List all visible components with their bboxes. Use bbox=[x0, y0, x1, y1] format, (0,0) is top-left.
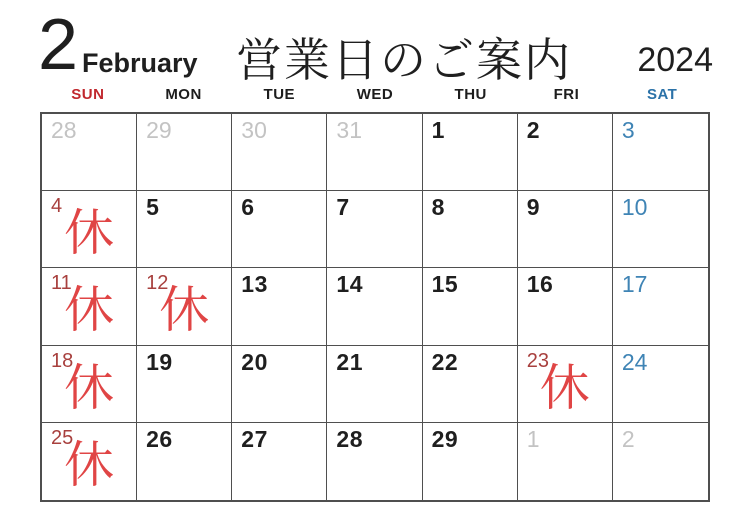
weekday-label-sun: SUN bbox=[71, 86, 105, 103]
date-number: 19 bbox=[146, 348, 173, 375]
calendar-cell bbox=[327, 268, 422, 345]
closed-mark: 休 bbox=[539, 359, 590, 416]
calendar-cell bbox=[518, 114, 613, 191]
weekday-label-wed: WED bbox=[356, 86, 394, 103]
weekday-row bbox=[40, 86, 710, 103]
calendar-cell bbox=[232, 423, 327, 500]
closed-mark: 休 bbox=[64, 282, 115, 339]
calendar-cell bbox=[42, 423, 137, 500]
date-number: 21 bbox=[336, 348, 364, 375]
weekday-label-fri: FRI bbox=[553, 86, 580, 103]
calendar-cell bbox=[613, 268, 708, 345]
date-number: 20 bbox=[241, 348, 268, 375]
year-label: 2024 bbox=[637, 41, 713, 79]
calendar-cell bbox=[42, 114, 137, 191]
date-number: 29 bbox=[431, 425, 459, 452]
calendar-cell bbox=[42, 346, 137, 423]
closed-mark: 休 bbox=[64, 205, 115, 262]
calendar-cell bbox=[423, 268, 518, 345]
calendar-cell bbox=[327, 346, 422, 423]
calendar-cell bbox=[137, 423, 232, 500]
calendar-cell bbox=[613, 191, 708, 268]
date-number: 22 bbox=[431, 348, 459, 375]
date-number: 28 bbox=[51, 117, 77, 143]
date-number: 14 bbox=[336, 271, 364, 298]
date-number: 26 bbox=[146, 425, 173, 452]
date-number: 9 bbox=[526, 194, 540, 221]
date-number: 10 bbox=[621, 194, 648, 221]
calendar-cell bbox=[518, 423, 613, 500]
date-number: 25 bbox=[51, 426, 74, 449]
month-number: 2 bbox=[38, 5, 77, 85]
date-number: 23 bbox=[526, 349, 549, 372]
calendar-cell bbox=[613, 423, 708, 500]
calendar-cell bbox=[232, 114, 327, 191]
calendar-cell bbox=[327, 191, 422, 268]
calendar-grid bbox=[40, 112, 710, 502]
closed-mark: 休 bbox=[64, 359, 115, 416]
calendar-cell bbox=[42, 268, 137, 345]
calendar-cell bbox=[518, 191, 613, 268]
closed-mark: 休 bbox=[64, 436, 115, 493]
date-number: 4 bbox=[51, 195, 63, 218]
calendar-cell bbox=[423, 191, 518, 268]
closed-mark: 休 bbox=[159, 282, 210, 339]
calendar-cell bbox=[232, 191, 327, 268]
date-number: 29 bbox=[146, 117, 172, 143]
calendar-cell bbox=[137, 268, 232, 345]
calendar-cell bbox=[423, 114, 518, 191]
calendar-cell bbox=[613, 114, 708, 191]
date-number: 11 bbox=[51, 272, 72, 295]
date-number: 17 bbox=[621, 271, 648, 298]
date-number: 24 bbox=[621, 348, 648, 375]
calendar-cell bbox=[518, 346, 613, 423]
date-number: 2 bbox=[526, 117, 540, 143]
date-number: 31 bbox=[336, 117, 363, 143]
date-number: 8 bbox=[431, 194, 445, 221]
calendar-cell bbox=[327, 114, 422, 191]
weekday-label-mon: MON bbox=[165, 86, 202, 103]
calendar-cell bbox=[137, 114, 232, 191]
date-number: 18 bbox=[51, 349, 74, 372]
date-number: 5 bbox=[146, 194, 160, 221]
date-number: 15 bbox=[431, 271, 459, 298]
calendar-cell bbox=[232, 268, 327, 345]
date-number: 13 bbox=[241, 271, 268, 298]
weekday-label-thu: THU bbox=[454, 86, 487, 103]
date-number: 2 bbox=[621, 425, 635, 452]
month-name: February bbox=[82, 48, 198, 78]
date-number: 12 bbox=[146, 272, 169, 295]
weekday-label-sat: SAT bbox=[646, 86, 678, 103]
date-number: 1 bbox=[431, 117, 445, 143]
calendar-cell bbox=[137, 191, 232, 268]
date-number: 27 bbox=[241, 425, 268, 452]
page-title: 営業日のご案内 bbox=[236, 34, 572, 86]
calendar-cell bbox=[42, 191, 137, 268]
weekday-label-tue: TUE bbox=[263, 86, 296, 103]
date-number: 6 bbox=[241, 194, 255, 221]
calendar-cell bbox=[327, 423, 422, 500]
date-number: 7 bbox=[336, 194, 350, 221]
calendar-cell bbox=[423, 346, 518, 423]
calendar-cell bbox=[423, 423, 518, 500]
calendar-cell bbox=[137, 346, 232, 423]
date-number: 1 bbox=[526, 425, 540, 452]
calendar-cell bbox=[232, 346, 327, 423]
calendar-cell bbox=[518, 268, 613, 345]
date-number: 16 bbox=[526, 271, 554, 298]
calendar-cell bbox=[613, 346, 708, 423]
date-number: 3 bbox=[621, 117, 635, 143]
date-number: 30 bbox=[241, 117, 267, 143]
date-number: 28 bbox=[336, 425, 364, 452]
